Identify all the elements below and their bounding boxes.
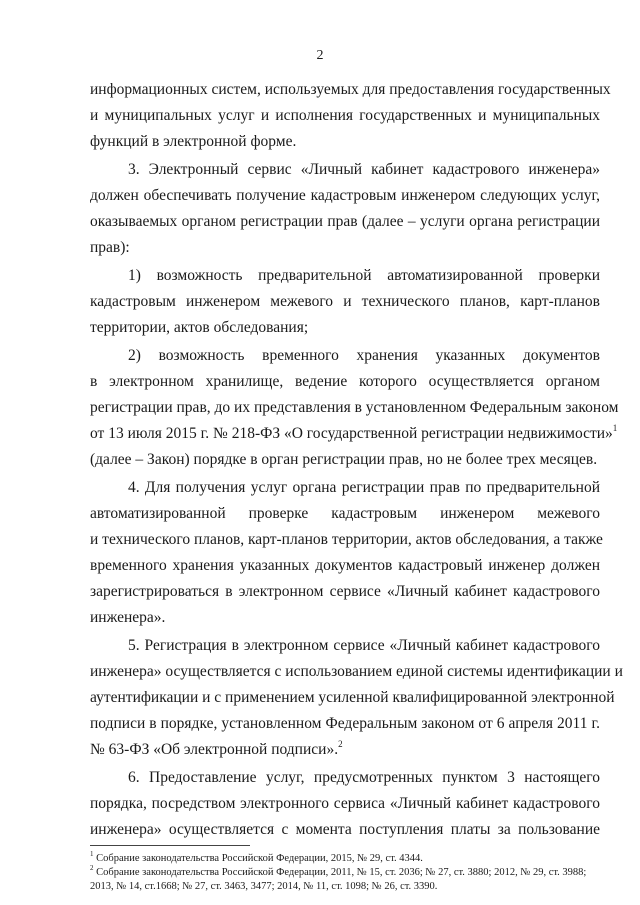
line-text: функций в электронной форме. bbox=[90, 133, 297, 150]
text-line bbox=[90, 740, 600, 760]
line-text: 6. Предоставление услуг, предусмотренных пунктом 3 настоящего bbox=[128, 769, 600, 786]
text-line bbox=[90, 238, 600, 258]
text-line bbox=[128, 478, 600, 498]
text-line bbox=[90, 292, 600, 312]
line-text: 2) возможность временного хранения указанных документов bbox=[128, 347, 600, 364]
text-line bbox=[90, 582, 600, 602]
line-text: в электронном хранилище, ведение которого осуществляется органом bbox=[90, 373, 600, 390]
line-text: 3. Электронный сервис «Личный кабинет кадастрового инженера» bbox=[128, 161, 600, 178]
text-line bbox=[90, 714, 600, 734]
footnote-text: 2013, № 14, ст.1668; № 27, ст. 3463, 3477; 2014, № 11, ст. 1098; № 26, ст. 3390. bbox=[90, 881, 438, 892]
text-line bbox=[90, 132, 600, 152]
line-text: инженера». bbox=[90, 609, 166, 626]
line-text: инженера» осуществляется с момента поступления платы за пользование bbox=[90, 821, 600, 838]
text-line bbox=[90, 422, 618, 444]
text-line bbox=[90, 794, 600, 814]
text-line bbox=[90, 398, 619, 418]
line-text: должен обеспечивать получение кадастровым инженером следующих услуг, bbox=[90, 187, 600, 204]
text-line bbox=[128, 346, 600, 366]
text-line bbox=[90, 450, 600, 470]
text-line bbox=[90, 820, 600, 840]
line-text: порядка, посредством электронного сервиса «Личный кабинет кадастрового bbox=[90, 795, 600, 812]
page-number: 2 bbox=[316, 48, 324, 63]
text-line bbox=[128, 160, 600, 180]
line-text: временного хранения указанных документов кадастровый инженер должен bbox=[90, 557, 600, 574]
line-text: зарегистрироваться в электронном сервисе «Личный кабинет кадастрового bbox=[90, 583, 600, 600]
line-text: территории, актов обследования; bbox=[90, 319, 309, 336]
footnote bbox=[90, 863, 600, 879]
text-line bbox=[128, 266, 600, 286]
text-line bbox=[90, 688, 615, 708]
text-line bbox=[90, 106, 600, 126]
text-line bbox=[90, 530, 603, 550]
line-text: подписи в порядке, установленном Федеральным законом от 6 апреля 2011 г. bbox=[90, 715, 600, 732]
line-text: прав): bbox=[90, 239, 130, 256]
text-line bbox=[128, 768, 600, 788]
line-text: регистрации прав, до их представления в установленном Федеральным законом bbox=[90, 399, 619, 416]
line-text: оказываемых органом регистрации прав (далее – услуги органа регистрации bbox=[90, 213, 600, 230]
line-text: и технического планов, карт-планов территории, актов обследования, а также bbox=[90, 531, 603, 548]
text-line bbox=[90, 662, 623, 682]
line-text: (далее – Закон) порядке в орган регистрации прав, но не более трех месяцев. bbox=[90, 451, 598, 468]
footnote-text: Собрание законодательства Российской Федерации, 2011, № 15, ст. 2036; № 27, ст. 3880; 2012, № 29, ст. 3988; bbox=[93, 867, 587, 878]
text-line bbox=[90, 318, 600, 338]
line-text: информационных систем, используемых для предоставления государственных bbox=[90, 81, 611, 98]
text-line bbox=[90, 186, 600, 206]
footnote-reference: 1 bbox=[612, 422, 618, 433]
line-text: аутентификации и с применением усиленной квалифицированной электронной bbox=[90, 689, 615, 706]
line-text: 1) возможность предварительной автоматизированной проверки bbox=[128, 267, 600, 284]
line-text: от 13 июля 2015 г. № 218-ФЗ «О государственной регистрации недвижимости» bbox=[90, 425, 613, 442]
line-text: инженера» осуществляется с использованием единой системы идентификации и bbox=[90, 663, 623, 680]
line-text: и муниципальных услуг и исполнения государственных и муниципальных bbox=[90, 107, 600, 124]
footnote-mark: 1 bbox=[90, 849, 94, 858]
text-line bbox=[90, 80, 611, 100]
line-text: автоматизированной проверке кадастровым инженером межевого bbox=[90, 505, 600, 522]
footnote-text: Собрание законодательства Российской Федерации, 2015, № 29, ст. 4344. bbox=[93, 853, 423, 864]
footnote bbox=[90, 849, 600, 865]
line-text: кадастровым инженером межевого и технического планов, карт-планов bbox=[90, 293, 600, 310]
footnote bbox=[90, 880, 600, 893]
line-text: 5. Регистрация в электронном сервисе «Личный кабинет кадастрового bbox=[128, 637, 600, 654]
text-line bbox=[90, 504, 600, 524]
line-text: 4. Для получения услуг органа регистрации прав по предварительной bbox=[128, 479, 600, 496]
text-line bbox=[90, 212, 600, 232]
text-line bbox=[128, 636, 600, 656]
footnote-reference: 2 bbox=[338, 738, 343, 749]
text-line bbox=[90, 608, 600, 628]
text-line bbox=[90, 372, 600, 392]
line-text: № 63-ФЗ «Об электронной подписи». bbox=[90, 741, 339, 758]
footnote-separator bbox=[90, 845, 250, 846]
text-line bbox=[90, 556, 600, 576]
footnote-mark: 2 bbox=[90, 863, 94, 872]
